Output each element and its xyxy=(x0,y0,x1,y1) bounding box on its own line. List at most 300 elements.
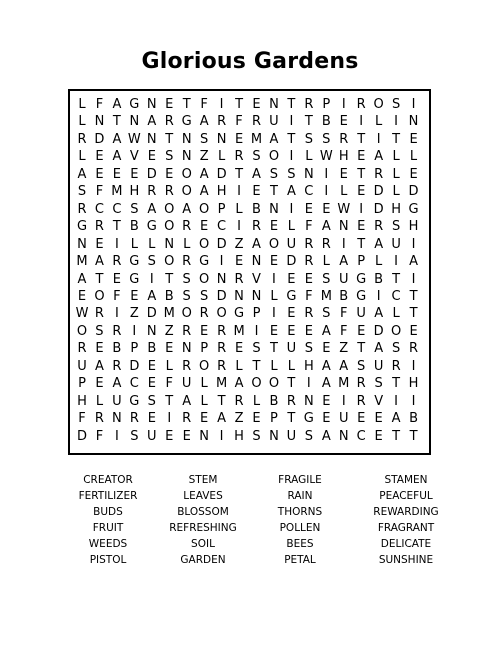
grid-letter: G xyxy=(129,97,140,112)
grid-letter: D xyxy=(373,201,384,217)
grid-letter: S xyxy=(391,219,401,235)
grid-letter: E xyxy=(95,376,104,392)
grid-letter: L xyxy=(392,306,400,322)
word-item: STEM xyxy=(188,474,218,486)
grid-letter: A xyxy=(286,184,296,200)
grid-letter: I xyxy=(167,411,172,427)
grid-letter: O xyxy=(373,97,384,112)
grid-letter: E xyxy=(165,428,174,444)
grid-letter: E xyxy=(200,411,209,427)
grid-letter: H xyxy=(77,393,87,409)
grid-letter: L xyxy=(200,393,208,409)
word-item: FRUIT xyxy=(92,522,124,534)
grid-letter: F xyxy=(165,376,173,392)
grid-letter: H xyxy=(338,149,349,165)
grid-letter: R xyxy=(182,358,192,374)
grid-letter: R xyxy=(391,358,401,374)
grid-row xyxy=(70,113,429,131)
grid-letter: D xyxy=(216,236,227,252)
grid-letter: R xyxy=(304,306,314,322)
grid-letter: O xyxy=(251,376,262,392)
grid-letter: E xyxy=(357,219,366,235)
grid-letter: B xyxy=(321,114,331,130)
grid-letter: T xyxy=(112,219,121,235)
grid-letter: S xyxy=(130,428,139,444)
grid-letter: D xyxy=(76,428,87,444)
grid-letter: T xyxy=(252,358,261,374)
grid-letter: B xyxy=(269,393,279,409)
grid-letter: U xyxy=(286,428,297,444)
grid-letter: N xyxy=(251,288,262,304)
grid-letter: G xyxy=(129,393,140,409)
grid-letter: N xyxy=(251,254,262,270)
grid-letter: Z xyxy=(129,306,139,322)
grid-letter: E xyxy=(304,201,313,217)
grid-letter: E xyxy=(339,114,348,130)
grid-letter: E xyxy=(287,271,296,287)
grid-row xyxy=(70,358,429,376)
grid-letter: D xyxy=(373,323,384,339)
grid-letter: O xyxy=(199,236,210,252)
grid-letter: L xyxy=(78,114,86,130)
grid-letter: R xyxy=(164,184,174,200)
grid-letter: R xyxy=(304,254,314,270)
grid-letter: E xyxy=(252,97,261,112)
grid-letter: T xyxy=(165,131,174,147)
letter-grid xyxy=(68,89,431,455)
grid-row xyxy=(70,96,429,114)
grid-letter: F xyxy=(340,323,348,339)
word-item: BLOSSOM xyxy=(177,506,229,518)
grid-letter: A xyxy=(77,271,87,287)
word-item: REWARDING xyxy=(373,506,439,518)
grid-letter: S xyxy=(182,271,191,287)
grid-letter: B xyxy=(147,341,157,357)
grid-letter: M xyxy=(163,306,175,322)
grid-letter: E xyxy=(357,149,366,165)
grid-letter: S xyxy=(304,341,313,357)
grid-letter: S xyxy=(200,131,209,147)
grid-letter: S xyxy=(77,184,87,200)
word-item: BEES xyxy=(286,538,314,550)
grid-row xyxy=(70,375,429,393)
grid-letter: D xyxy=(146,166,157,182)
word-item: REFRESHING xyxy=(169,522,237,534)
grid-letter: F xyxy=(305,288,313,304)
grid-letter: L xyxy=(270,288,278,304)
grid-letter: R xyxy=(321,236,331,252)
grid-letter: S xyxy=(95,323,104,339)
grid-letter: R xyxy=(234,149,244,165)
word-item: PISTOL xyxy=(89,554,127,566)
grid-letter: A xyxy=(199,114,209,130)
grid-letter: A xyxy=(199,184,209,200)
word-column xyxy=(151,472,255,568)
grid-letter: M xyxy=(76,254,88,270)
grid-letter: E xyxy=(165,341,174,357)
grid-letter: R xyxy=(182,323,192,339)
grid-letter: R xyxy=(356,393,366,409)
grid-letter: E xyxy=(95,236,104,252)
grid-letter: E xyxy=(182,428,191,444)
grid-letter: I xyxy=(411,97,416,112)
grid-letter: L xyxy=(235,201,243,217)
grid-letter: O xyxy=(164,254,175,270)
grid-letter: R xyxy=(164,114,174,130)
grid-letter: E xyxy=(252,184,261,200)
grid-letter: O xyxy=(181,184,192,200)
grid-row xyxy=(70,131,429,149)
grid-letter: E xyxy=(322,393,331,409)
grid-letter: G xyxy=(356,271,367,287)
grid-letter: A xyxy=(234,376,244,392)
grid-row xyxy=(70,271,429,289)
grid-letter: R xyxy=(77,201,87,217)
grid-letter: N xyxy=(269,428,279,444)
grid-letter: U xyxy=(286,236,297,252)
grid-letter: R xyxy=(94,306,104,322)
grid-letter: E xyxy=(200,323,209,339)
grid-letter: D xyxy=(146,306,157,322)
grid-letter: C xyxy=(391,288,401,304)
grid-letter: R xyxy=(182,219,192,235)
grid-letter: A xyxy=(94,358,104,374)
word-item: PETAL xyxy=(284,554,316,566)
grid-letter: E xyxy=(374,428,383,444)
grid-letter: R xyxy=(409,341,419,357)
grid-letter: E xyxy=(304,323,313,339)
grid-letter: P xyxy=(130,341,139,357)
grid-letter: B xyxy=(339,288,349,304)
grid-letter: R xyxy=(251,219,262,235)
grid-letter: T xyxy=(392,131,401,147)
grid-letter: L xyxy=(130,236,138,252)
grid-letter: O xyxy=(94,288,105,304)
grid-letter: A xyxy=(252,166,261,182)
word-item: PEACEFUL xyxy=(379,490,433,502)
word-item: BUDS xyxy=(93,506,123,518)
grid-letter: L xyxy=(252,393,261,409)
grid-row xyxy=(70,201,429,219)
grid-letter: U xyxy=(356,306,366,322)
grid-letter: E xyxy=(357,323,366,339)
grid-letter: T xyxy=(392,376,401,392)
grid-letter: I xyxy=(289,114,294,130)
grid-letter: T xyxy=(287,411,296,427)
grid-letter: A xyxy=(217,411,227,427)
grid-letter: W xyxy=(127,131,141,147)
grid-letter: L xyxy=(183,236,191,252)
grid-letter: R xyxy=(217,114,227,130)
grid-letter: I xyxy=(289,149,294,165)
grid-letter: N xyxy=(94,114,105,130)
grid-letter: D xyxy=(216,166,227,182)
grid-letter: U xyxy=(181,376,192,392)
grid-letter: N xyxy=(216,271,227,287)
grid-letter: T xyxy=(165,271,174,287)
grid-letter: P xyxy=(252,306,261,322)
grid-row xyxy=(70,288,429,306)
word-item: GARDEN xyxy=(180,554,226,566)
grid-letter: N xyxy=(146,131,157,147)
grid-letter: C xyxy=(217,219,227,235)
grid-letter: A xyxy=(374,236,384,252)
grid-letter: A xyxy=(182,393,192,409)
grid-letter: S xyxy=(304,428,313,444)
grid-letter: U xyxy=(338,411,349,427)
grid-letter: R xyxy=(199,306,209,322)
word-item: FRAGRANT xyxy=(377,522,435,534)
grid-letter: U xyxy=(147,428,157,444)
grid-letter: A xyxy=(94,254,104,270)
grid-letter: O xyxy=(268,149,280,165)
grid-letter: T xyxy=(112,114,121,130)
grid-letter: E xyxy=(130,288,139,304)
grid-letter: A xyxy=(374,306,384,322)
grid-letter: E xyxy=(234,254,244,270)
grid-letter: E xyxy=(409,323,418,339)
grid-letter: T xyxy=(409,306,418,322)
grid-letter: I xyxy=(114,306,119,322)
grid-letter: G xyxy=(129,271,140,287)
grid-letter: E xyxy=(165,166,174,182)
grid-letter: L xyxy=(95,393,104,409)
grid-row xyxy=(70,428,429,446)
grid-letter: O xyxy=(76,323,88,339)
grid-letter: A xyxy=(374,149,384,165)
grid-letter: H xyxy=(408,376,419,392)
grid-letter: E xyxy=(95,341,104,357)
grid-letter: A xyxy=(339,358,349,374)
grid-letter: S xyxy=(287,166,296,182)
grid-letter: N xyxy=(199,428,209,444)
grid-letter: R xyxy=(217,358,227,374)
grid-letter: M xyxy=(215,376,228,392)
grid-letter: I xyxy=(114,236,119,252)
grid-letter: T xyxy=(269,184,278,200)
grid-letter: I xyxy=(132,323,137,339)
grid-letter: N xyxy=(269,201,279,217)
grid-letter: T xyxy=(409,288,418,304)
grid-row xyxy=(70,236,429,254)
grid-letter: R xyxy=(129,411,139,427)
grid-letter: S xyxy=(200,288,209,304)
grid-letter: I xyxy=(411,393,416,409)
grid-letter: F xyxy=(78,411,86,427)
word-item: POLLEN xyxy=(279,522,321,534)
grid-letter: D xyxy=(373,184,384,200)
grid-letter: R xyxy=(112,254,122,270)
grid-letter: S xyxy=(130,201,139,217)
grid-letter: F xyxy=(340,306,348,322)
grid-letter: P xyxy=(217,201,226,217)
grid-letter: I xyxy=(324,184,329,200)
grid-letter: Z xyxy=(234,411,244,427)
grid-letter: H xyxy=(216,184,227,200)
grid-letter: B xyxy=(129,219,139,235)
grid-letter: I xyxy=(237,184,241,200)
grid-letter: N xyxy=(181,149,192,165)
grid-letter: I xyxy=(219,428,224,444)
grid-letter: E xyxy=(130,166,139,182)
grid-letter: R xyxy=(77,131,87,147)
grid-letter: I xyxy=(254,323,259,339)
grid-letter: E xyxy=(409,166,418,182)
grid-letter: S xyxy=(391,341,401,357)
grid-letter: N xyxy=(234,288,244,304)
grid-letter: O xyxy=(199,358,210,374)
grid-letter: A xyxy=(321,376,331,392)
grid-letter: A xyxy=(147,288,157,304)
grid-letter: L xyxy=(78,97,86,112)
grid-letter: S xyxy=(322,271,331,287)
grid-letter: A xyxy=(321,428,331,444)
grid-letter: T xyxy=(357,166,366,182)
grid-letter: N xyxy=(338,428,349,444)
grid-letter: L xyxy=(287,219,296,235)
grid-letter: O xyxy=(181,306,192,322)
grid-letter: W xyxy=(319,149,333,165)
grid-letter: B xyxy=(252,201,261,217)
grid-letter: E xyxy=(322,411,331,427)
grid-letter: I xyxy=(114,428,119,444)
grid-letter: A xyxy=(339,254,349,270)
word-item: DELICATE xyxy=(380,538,432,550)
word-column xyxy=(56,472,160,568)
grid-letter: R xyxy=(234,393,244,409)
grid-letter: L xyxy=(148,236,156,252)
grid-letter: A xyxy=(321,358,331,374)
grid-letter: T xyxy=(217,393,226,409)
grid-letter: L xyxy=(78,149,86,165)
grid-letter: G xyxy=(286,288,297,304)
grid-letter: E xyxy=(269,254,279,270)
grid-letter: M xyxy=(338,376,350,392)
word-item: FRAGILE xyxy=(278,474,322,486)
grid-letter: T xyxy=(357,341,366,357)
grid-letter: W xyxy=(75,306,89,322)
grid-letter: B xyxy=(409,411,418,427)
grid-letter: T xyxy=(287,376,296,392)
grid-letter: C xyxy=(94,201,104,217)
grid-letter: I xyxy=(411,236,416,252)
grid-letter: H xyxy=(391,201,401,217)
grid-letter: A xyxy=(374,341,384,357)
grid-letter: U xyxy=(286,341,297,357)
grid-letter: A xyxy=(199,166,209,182)
grid-letter: E xyxy=(95,166,104,182)
grid-letter: I xyxy=(376,288,381,304)
grid-letter: M xyxy=(320,288,332,304)
grid-letter: T xyxy=(95,271,104,287)
grid-letter: E xyxy=(234,131,244,147)
grid-letter: F xyxy=(235,114,243,130)
grid-letter: R xyxy=(217,323,227,339)
grid-letter: I xyxy=(341,236,346,252)
grid-letter: F xyxy=(113,288,121,304)
grid-letter: N xyxy=(181,341,192,357)
grid-letter: S xyxy=(269,166,279,182)
grid-letter: L xyxy=(270,358,278,374)
grid-row xyxy=(70,148,429,166)
grid-letter: Z xyxy=(199,149,209,165)
grid-letter: U xyxy=(269,114,279,130)
grid-letter: I xyxy=(219,97,224,112)
grid-letter: I xyxy=(149,271,154,287)
grid-letter: L xyxy=(305,149,313,165)
grid-letter: A xyxy=(77,166,87,182)
grid-letter: I xyxy=(306,376,311,392)
word-item: FERTILIZER xyxy=(78,490,138,502)
grid-letter: E xyxy=(147,358,156,374)
grid-letter: L xyxy=(287,358,296,374)
grid-letter: I xyxy=(272,271,276,287)
grid-letter: E xyxy=(112,271,121,287)
grid-letter: E xyxy=(147,149,156,165)
grid-letter: L xyxy=(392,184,400,200)
grid-letter: N xyxy=(216,131,227,147)
grid-letter: T xyxy=(287,97,296,112)
grid-letter: E xyxy=(339,166,348,182)
grid-letter: E xyxy=(95,149,104,165)
grid-letter: O xyxy=(164,219,175,235)
grid-letter: L xyxy=(165,358,173,374)
grid-letter: O xyxy=(181,166,192,182)
grid-letter: R xyxy=(356,376,366,392)
grid-letter: T xyxy=(304,114,313,130)
grid-letter: L xyxy=(375,254,383,270)
grid-row xyxy=(70,305,429,323)
grid-letter: R xyxy=(374,219,384,235)
word-item: SOIL xyxy=(191,538,215,550)
grid-letter: D xyxy=(94,131,105,147)
grid-letter: N xyxy=(408,114,419,130)
grid-letter: I xyxy=(237,219,241,235)
grid-letter: T xyxy=(392,271,401,287)
grid-letter: O xyxy=(268,376,280,392)
grid-letter: L xyxy=(409,149,418,165)
grid-letter: N xyxy=(181,131,192,147)
grid-letter: S xyxy=(322,306,331,322)
grid-letter: T xyxy=(392,428,401,444)
grid-letter: R xyxy=(112,323,122,339)
grid-letter: E xyxy=(304,271,313,287)
word-item: SUNSHINE xyxy=(378,554,434,566)
grid-letter: U xyxy=(77,358,87,374)
grid-letter: E xyxy=(147,411,156,427)
grid-letter: T xyxy=(165,393,174,409)
grid-letter: E xyxy=(322,341,331,357)
grid-letter: I xyxy=(219,254,224,270)
grid-letter: S xyxy=(252,149,261,165)
grid-letter: Z xyxy=(234,236,244,252)
grid-letter: G xyxy=(356,288,367,304)
grid-letter: H xyxy=(303,358,314,374)
grid-letter: F xyxy=(95,428,104,444)
word-item: THORNS xyxy=(277,506,323,518)
grid-letter: A xyxy=(252,236,261,252)
grid-letter: E xyxy=(77,288,87,304)
grid-letter: C xyxy=(112,201,122,217)
grid-letter: T xyxy=(357,236,366,252)
grid-letter: Z xyxy=(339,341,349,357)
grid-letter: R xyxy=(339,131,349,147)
grid-letter: A xyxy=(321,323,331,339)
grid-letter: G xyxy=(303,411,314,427)
grid-letter: E xyxy=(287,323,296,339)
grid-row xyxy=(70,253,429,271)
grid-letter: T xyxy=(235,166,244,182)
